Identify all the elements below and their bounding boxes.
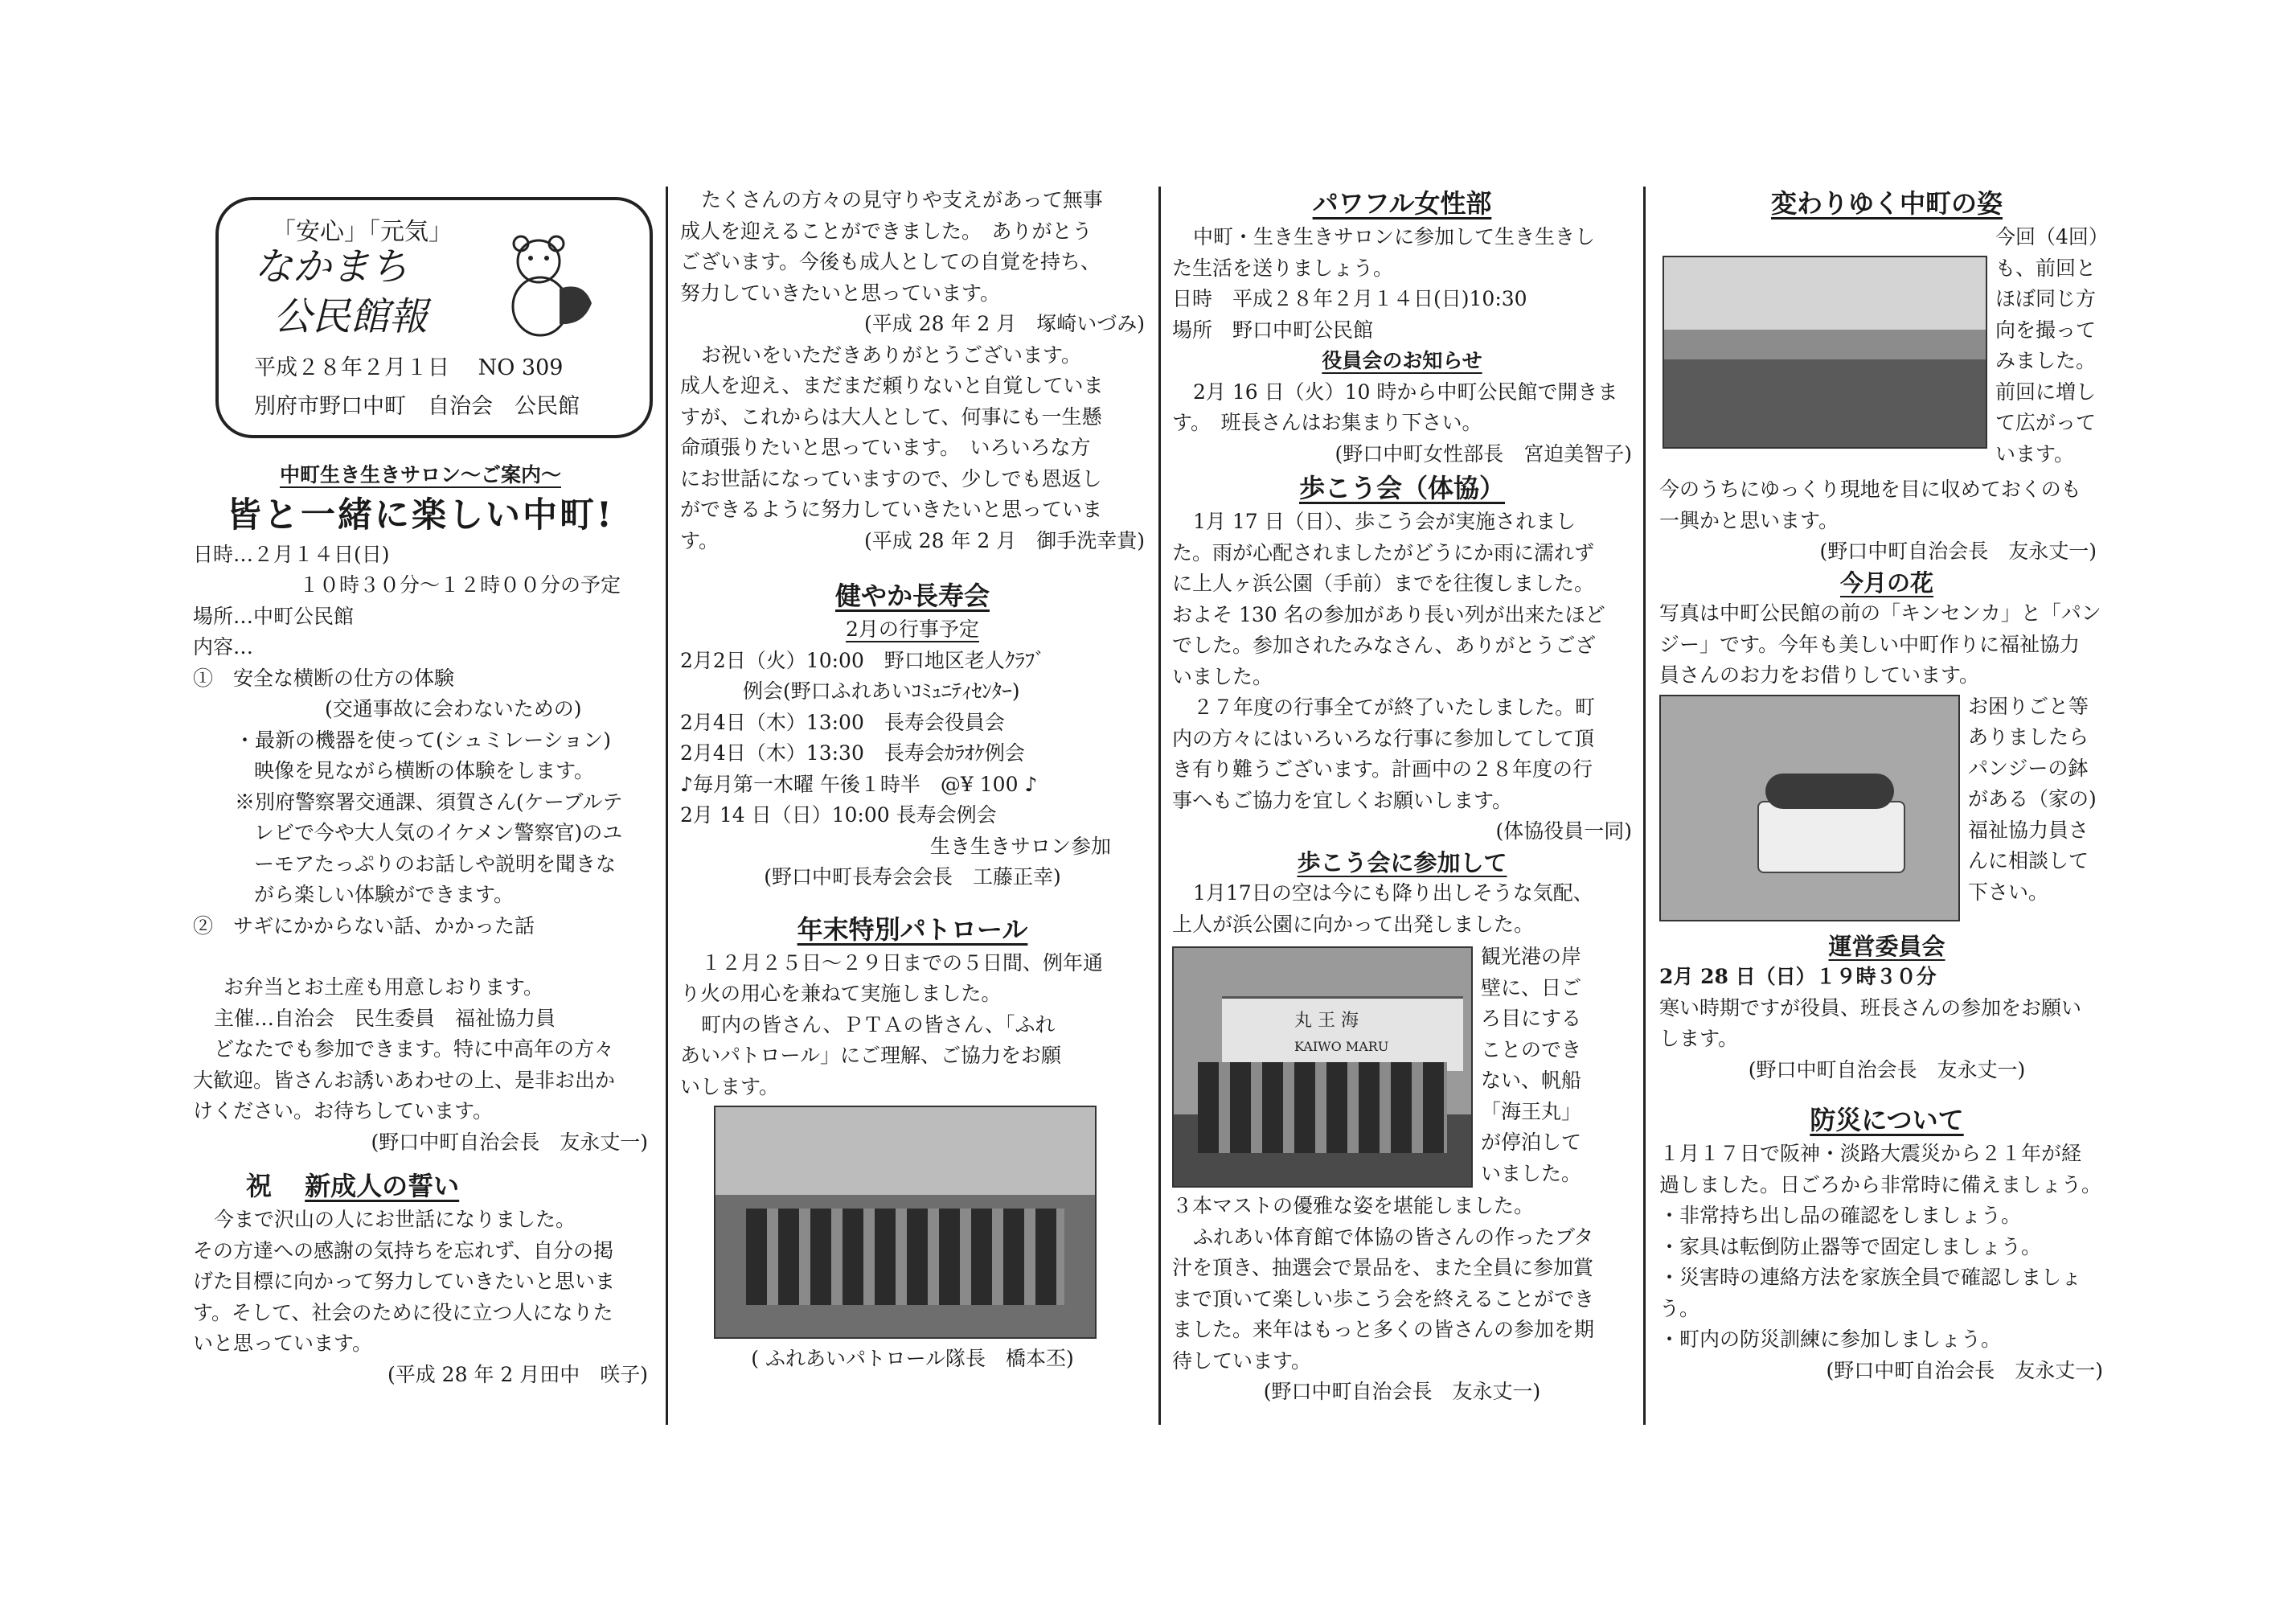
nakamachi-townscape-photo — [1663, 256, 1987, 449]
masthead — [215, 197, 653, 438]
masthead-tagline: 「安心」「元気」 — [272, 218, 453, 246]
walk2-side-text: 観光港の岸 壁に、日ご ろ目にする ことのでき ない、帆船 「海王丸」 が停泊して いました。 — [1481, 945, 1582, 1185]
flower-heading: 今月の花 — [1839, 568, 1933, 597]
women-signature: (野口中町女性部長 宮迫美智子) — [1335, 441, 1632, 466]
flower-side-text: お困りごと等 ありましたら パンジーの鉢 がある（家の) 福祉協力員さ んに相談して 下さい。 — [1968, 694, 2097, 904]
salon-signature: (野口中町自治会長 友永丈一) — [371, 1130, 648, 1154]
walk2-heading: 歩こう会に参加して — [1297, 848, 1507, 876]
longevity-subheading: 2月の行事予定 — [846, 618, 979, 641]
column-divider-1 — [666, 187, 668, 1425]
disaster-signature: (野口中町自治会長 友永丈一) — [1826, 1358, 2103, 1382]
salon-heading: 中町生き生きサロン～ご案内～ — [279, 463, 561, 486]
ship-name-roman: KAIWO MARU — [1294, 1039, 1389, 1054]
column-4: 変わりゆく中町の姿 今回（4回） も、前回と ほぼ同じ方 向を撮って みました。 前回に増し て広がって います。 今のうちにゆっくり現地を目に収めておくのも 一興かと思います。 (野口中町自治会長 友永丈一) 今月の花 写真は中町公民館の前の「キンセンカ」と「パン ジー」です。今年も美しい中町作りに福祉協力 員さんのお力をお借りしています。 お困りごと等 ありましたら パンジーの鉢 がある（家の) 福祉協力員さ んに相談して 下さい。 運営委員会 2月 28 日（日）１９時３０分 寒い時期ですが役員、班長さんの参加をお願い します。 (野口中町自治会長 友永丈一) 防災について １月１７日で阪神・淡路大震災から２１年が経 過しました。日ごろから非常時に備えましょう。 ・非常持ち出し品の確認をしましょう。 ・家具は転倒防止器等で固定しましょう。 ・災害時の連絡方法を家族全員で確認しましょ う。 ・町内の防災訓練に参加しましょう。 (野口中町自治会長 友永丈一) — [1659, 185, 2114, 1386]
longevity-signature: (野口中町長寿会会長 工藤正幸) — [764, 865, 1061, 888]
women-subheading: 役員会のお知らせ — [1322, 349, 1482, 372]
changing-heading: 変わりゆく中町の姿 — [1770, 188, 2003, 219]
oath-heading: 祝 新成人の誓い — [246, 1171, 460, 1201]
women-heading: パワフル女性部 — [1312, 188, 1492, 219]
masthead-title: なかまち 公民館報 — [254, 244, 428, 339]
column-divider-2 — [1158, 187, 1161, 1425]
walk2-signature: (野口中町自治会長 友永丈一) — [1263, 1380, 1541, 1403]
committee-heading: 運営委員会 — [1828, 932, 1945, 960]
salon-banner: 皆と一緒に楽しい中町! — [227, 495, 614, 536]
ship-name-kanji: 丸 王 海 — [1294, 1011, 1359, 1031]
teddy-bear-illustration — [492, 232, 613, 345]
masthead-publisher: 別府市野口中町 自治会 公民館 — [254, 394, 580, 419]
patrol-photo-caption: ( ふれあいパトロール隊長 橋本丕) — [751, 1347, 1074, 1370]
patrol-group-photo — [714, 1106, 1097, 1339]
changing-side-text: 今回（4回） も、前回と ほぼ同じ方 向を撮って みました。 前回に増し て広がって います。 — [1995, 225, 2109, 466]
column-1: 中町生き生きサロン～ご案内～ 皆と一緒に楽しい中町! 日時…２月１４日(日) １０時３０分～１２時００分の予定 場所…中町公民館 内容… ① 安全な横断の仕方の体験 (交通事故に会わないための) ・最新の機器を使って(シュミレーション) 映像を見ながら横断の体験をします。 ※別府警察署交通課、須賀さん(ケーブルテ レビで今や大人気のイケメン警察官)のユ ーモアたっぷりのお話しや説明を聞きな がら楽しい体験ができます。 ② サギにかからない話、かかった話 お弁当とお土産も用意しおります。 主催…自治会 民生委員 福祉協力員 どなたでも参加できます。特に中高年の方々 大歓迎。皆さんお誘いあわせの上、是非お出か けください。お待ちしています。 (野口中町自治会長 友永丈一) 祝 新成人の誓い 今まで沢山の人にお世話になりました。 その方達への感謝の気持ちを忘れず、自分の掲 げた目標に向かって努力していきたいと思いま す。そして、社会のために役に立つ人になりた いと思っています。 (平成 28 年 2 月田中 咲子) — [193, 460, 648, 1390]
walk-heading: 歩こう会（体協） — [1298, 473, 1505, 503]
column-3: パワフル女性部 中町・生き生きサロンに参加して生き生きし た生活を送りましょう。 日時 平成２８年２月１４日(日)10:30 場所 野口中町公民館 役員会のお知らせ 2月 16 日（火）10 時から中町公民館で開きま す。 班長さんはお集まり下さい。 (野口中町女性部長 宮迫美智子) 歩こう会（体協） 1月 17 日（日）、歩こう会が実施されまし た。雨が心配されましたがどうにか雨に濡れず に上人ヶ浜公園（手前）までを往復しました。 およそ 130 名の参加があり長い列が出来たほど でした。参加されたみなさん、ありがとうござ いました。 ２７年度の行事全てが終了いたしました。町 内の方々にはいろいろな行事に参加してして頂 き有り難うございます。計画中の２８年度の行 事へもご協力を宜しくお願いします。 (体協役員一同) 歩こう会に参加して 1月17日の空は今にも降り出しそうな気配、 上人が浜公園に向かって出発しました。 丸 王 海 KAIWO MARU 観光港の岸 壁に、日ご ろ目にする ことのでき ない、帆船 「海王丸」 が停泊して いました。 ３本マストの優雅な姿を堪能しました。 ふれあい体育館で体協の皆さんの作ったブタ 汁を頂き、抽選会で景品を、また全員に参加賞 まで頂いて楽しい歩こう会を終えることができ ました。来年はもっと多くの皆さんの参加を期 待しています。 (野口中町自治会長 友永丈一) — [1172, 185, 1632, 1408]
column-2: たくさんの方々の見守りや支えがあって無事 成人を迎えることができました。 ありがとう ございます。今後も成人としての自覚を持ち、 努力していきたいと思っています。 (平成 28 年 2 月 塚崎いづみ) お祝いをいただきありがとうございます。 成人を迎え、まだまだ頼りないと自覚していま すが、これからは大人として、何事にも一生懸 命頑張りたいと思っています。 いろいろな方 にお世話になっていますので、少しでも恩返し ができるように努力していきたいと思っていま す。 (平成 28 年 2 月 御手洗幸貴) 健やか長寿会 2月の行事予定 2月2日（火）10:00 野口地区老人ｸﾗﾌﾞ 例会(野口ふれあいｺﾐｭﾆﾃｨｾﾝﾀｰ) 2月4日（木）13:00 長寿会役員会 2月4日（木）13:30 長寿会ｶﾗｵｹ例会 ♪毎月第一木曜 午後１時半 @¥ 100 ♪ 2月 14 日（日）10:00 長寿会例会 生き生きサロン参加 (野口中町長寿会会長 工藤正幸) 年末特別パトロール １２月２５日～２９日までの５日間、例年通 り火の用心を兼ねて実施しました。 町内の皆さん、ＰＴＡの皆さん、「ふれ あいパトロール」にご理解、ご協力をお願 いします。 ( ふれあいパトロール隊長 橋本丕) — [680, 185, 1145, 1375]
walk-signature: (体協役員一同) — [1495, 819, 1632, 843]
oath-signature: (平成 28 年 2 月田中 咲子) — [387, 1362, 648, 1386]
column-divider-3 — [1643, 187, 1646, 1425]
longevity-heading: 健やか長寿会 — [834, 581, 990, 611]
masthead-date-issue: 平成２８年２月１日 NO 309 — [254, 355, 564, 380]
pansy-flowerpot-photo — [1659, 695, 1960, 921]
changing-signature: (野口中町自治会長 友永丈一) — [1819, 540, 2097, 563]
disaster-heading: 防災について — [1810, 1105, 1964, 1135]
committee-signature: (野口中町自治会長 友永丈一) — [1748, 1057, 2026, 1081]
kaiwomaru-ship-photo — [1172, 946, 1473, 1188]
patrol-heading: 年末特別パトロール — [797, 913, 1028, 945]
